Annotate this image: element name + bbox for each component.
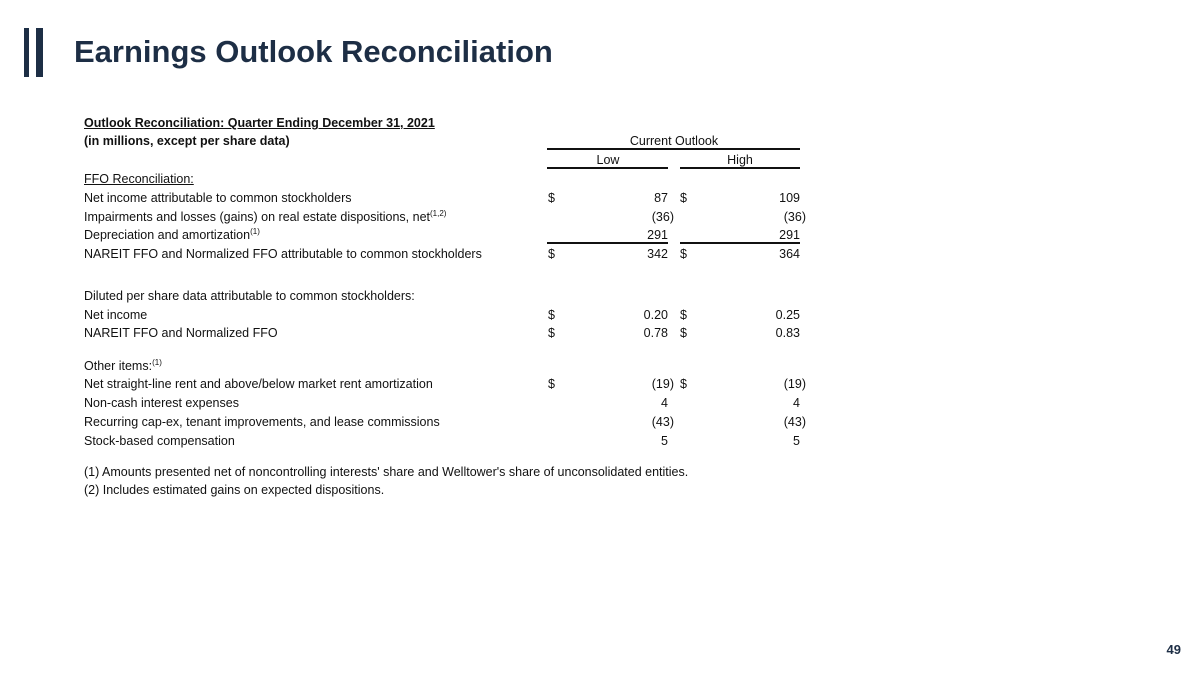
diluted-section-label-row <box>84 287 804 305</box>
high-value: 291 <box>779 228 800 242</box>
high-value: 0.83 <box>775 326 800 340</box>
header-rule <box>547 148 800 150</box>
high-dollar-sign: $ <box>680 326 687 340</box>
row-label: NAREIT FFO and Normalized FFO <box>84 326 278 340</box>
low-header-rule <box>547 167 668 169</box>
low-subtotal-rule <box>547 242 668 244</box>
table-row <box>84 245 804 263</box>
page-number: 49 <box>1166 642 1181 657</box>
row-label: Net income <box>84 308 148 322</box>
ffo-section-label: FFO Reconciliation: <box>84 172 194 186</box>
row-label: Net income attributable to common stockholders <box>84 191 352 205</box>
table-row <box>84 208 804 226</box>
high-value: (19) <box>783 377 806 391</box>
high-value: 4 <box>793 396 800 410</box>
table-row <box>84 189 804 207</box>
low-header: Low <box>596 153 620 167</box>
row-label: NAREIT FFO and Normalized FFO attributable to common stockholders <box>84 247 482 261</box>
high-dollar-sign: $ <box>680 247 687 261</box>
current-outlook-header: Current Outlook <box>629 134 719 148</box>
low-value: 0.78 <box>643 326 668 340</box>
low-dollar-sign: $ <box>548 308 555 322</box>
row-label: Stock-based compensation <box>84 434 235 448</box>
low-value: 291 <box>647 228 668 242</box>
table-title: Outlook Reconciliation: Quarter Ending December 31, 2021 <box>84 116 435 130</box>
low-value: 342 <box>647 247 668 261</box>
table-row <box>84 394 804 412</box>
high-header: High <box>727 153 753 167</box>
page-title: Earnings Outlook Reconciliation <box>74 34 553 69</box>
other-section-label: Other items:$^{(1)}$ <box>84 358 162 373</box>
high-subtotal-rule <box>680 242 800 244</box>
table-header-line1 <box>84 114 804 132</box>
table-row <box>84 375 804 393</box>
low-value: 4 <box>661 396 668 410</box>
table-row <box>84 413 804 431</box>
table-row <box>84 324 804 342</box>
low-value: (36) <box>651 210 674 224</box>
diluted-section-label: Diluted per share data attributable to common stockholders: <box>84 289 415 303</box>
high-dollar-sign: $ <box>680 308 687 322</box>
welltower-logo-mark <box>24 28 46 77</box>
table-row <box>84 432 804 450</box>
other-section-label-row <box>84 357 804 375</box>
low-dollar-sign: $ <box>548 247 555 261</box>
row-label: Recurring cap-ex, tenant improvements, and lease commissions <box>84 415 440 429</box>
high-value: (43) <box>783 415 806 429</box>
low-value: 5 <box>661 434 668 448</box>
high-dollar-sign: $ <box>680 191 687 205</box>
low-value: (19) <box>651 377 674 391</box>
low-dollar-sign: $ <box>548 191 555 205</box>
high-header-rule <box>680 167 800 169</box>
high-dollar-sign: $ <box>680 377 687 391</box>
high-value: 5 <box>793 434 800 448</box>
high-value: 364 <box>779 247 800 261</box>
footnote-2: (2) Includes estimated gains on expected dispositions. <box>84 483 385 497</box>
low-value: 0.20 <box>643 308 668 322</box>
row-label: Non-cash interest expenses <box>84 396 239 410</box>
ffo-section-label-row <box>84 170 804 188</box>
high-value: 0.25 <box>775 308 800 322</box>
low-dollar-sign: $ <box>548 377 555 391</box>
low-value: (43) <box>651 415 674 429</box>
row-label: Depreciation and amortization$^{(1)}$ <box>84 227 260 242</box>
high-value: (36) <box>783 210 806 224</box>
high-value: 109 <box>779 191 800 205</box>
footnote-1: (1) Amounts presented net of noncontrolling interests' share and Welltower's share of unconsolidated entities. <box>84 465 689 479</box>
table-units: (in millions, except per share data) <box>84 134 290 148</box>
row-label: Impairments and losses (gains) on real estate dispositions, net$^{(1,2)}$ <box>84 209 447 224</box>
low-dollar-sign: $ <box>548 326 555 340</box>
row-label: Net straight-line rent and above/below market rent amortization <box>84 377 433 391</box>
table-row <box>84 306 804 324</box>
low-value: 87 <box>654 191 668 205</box>
